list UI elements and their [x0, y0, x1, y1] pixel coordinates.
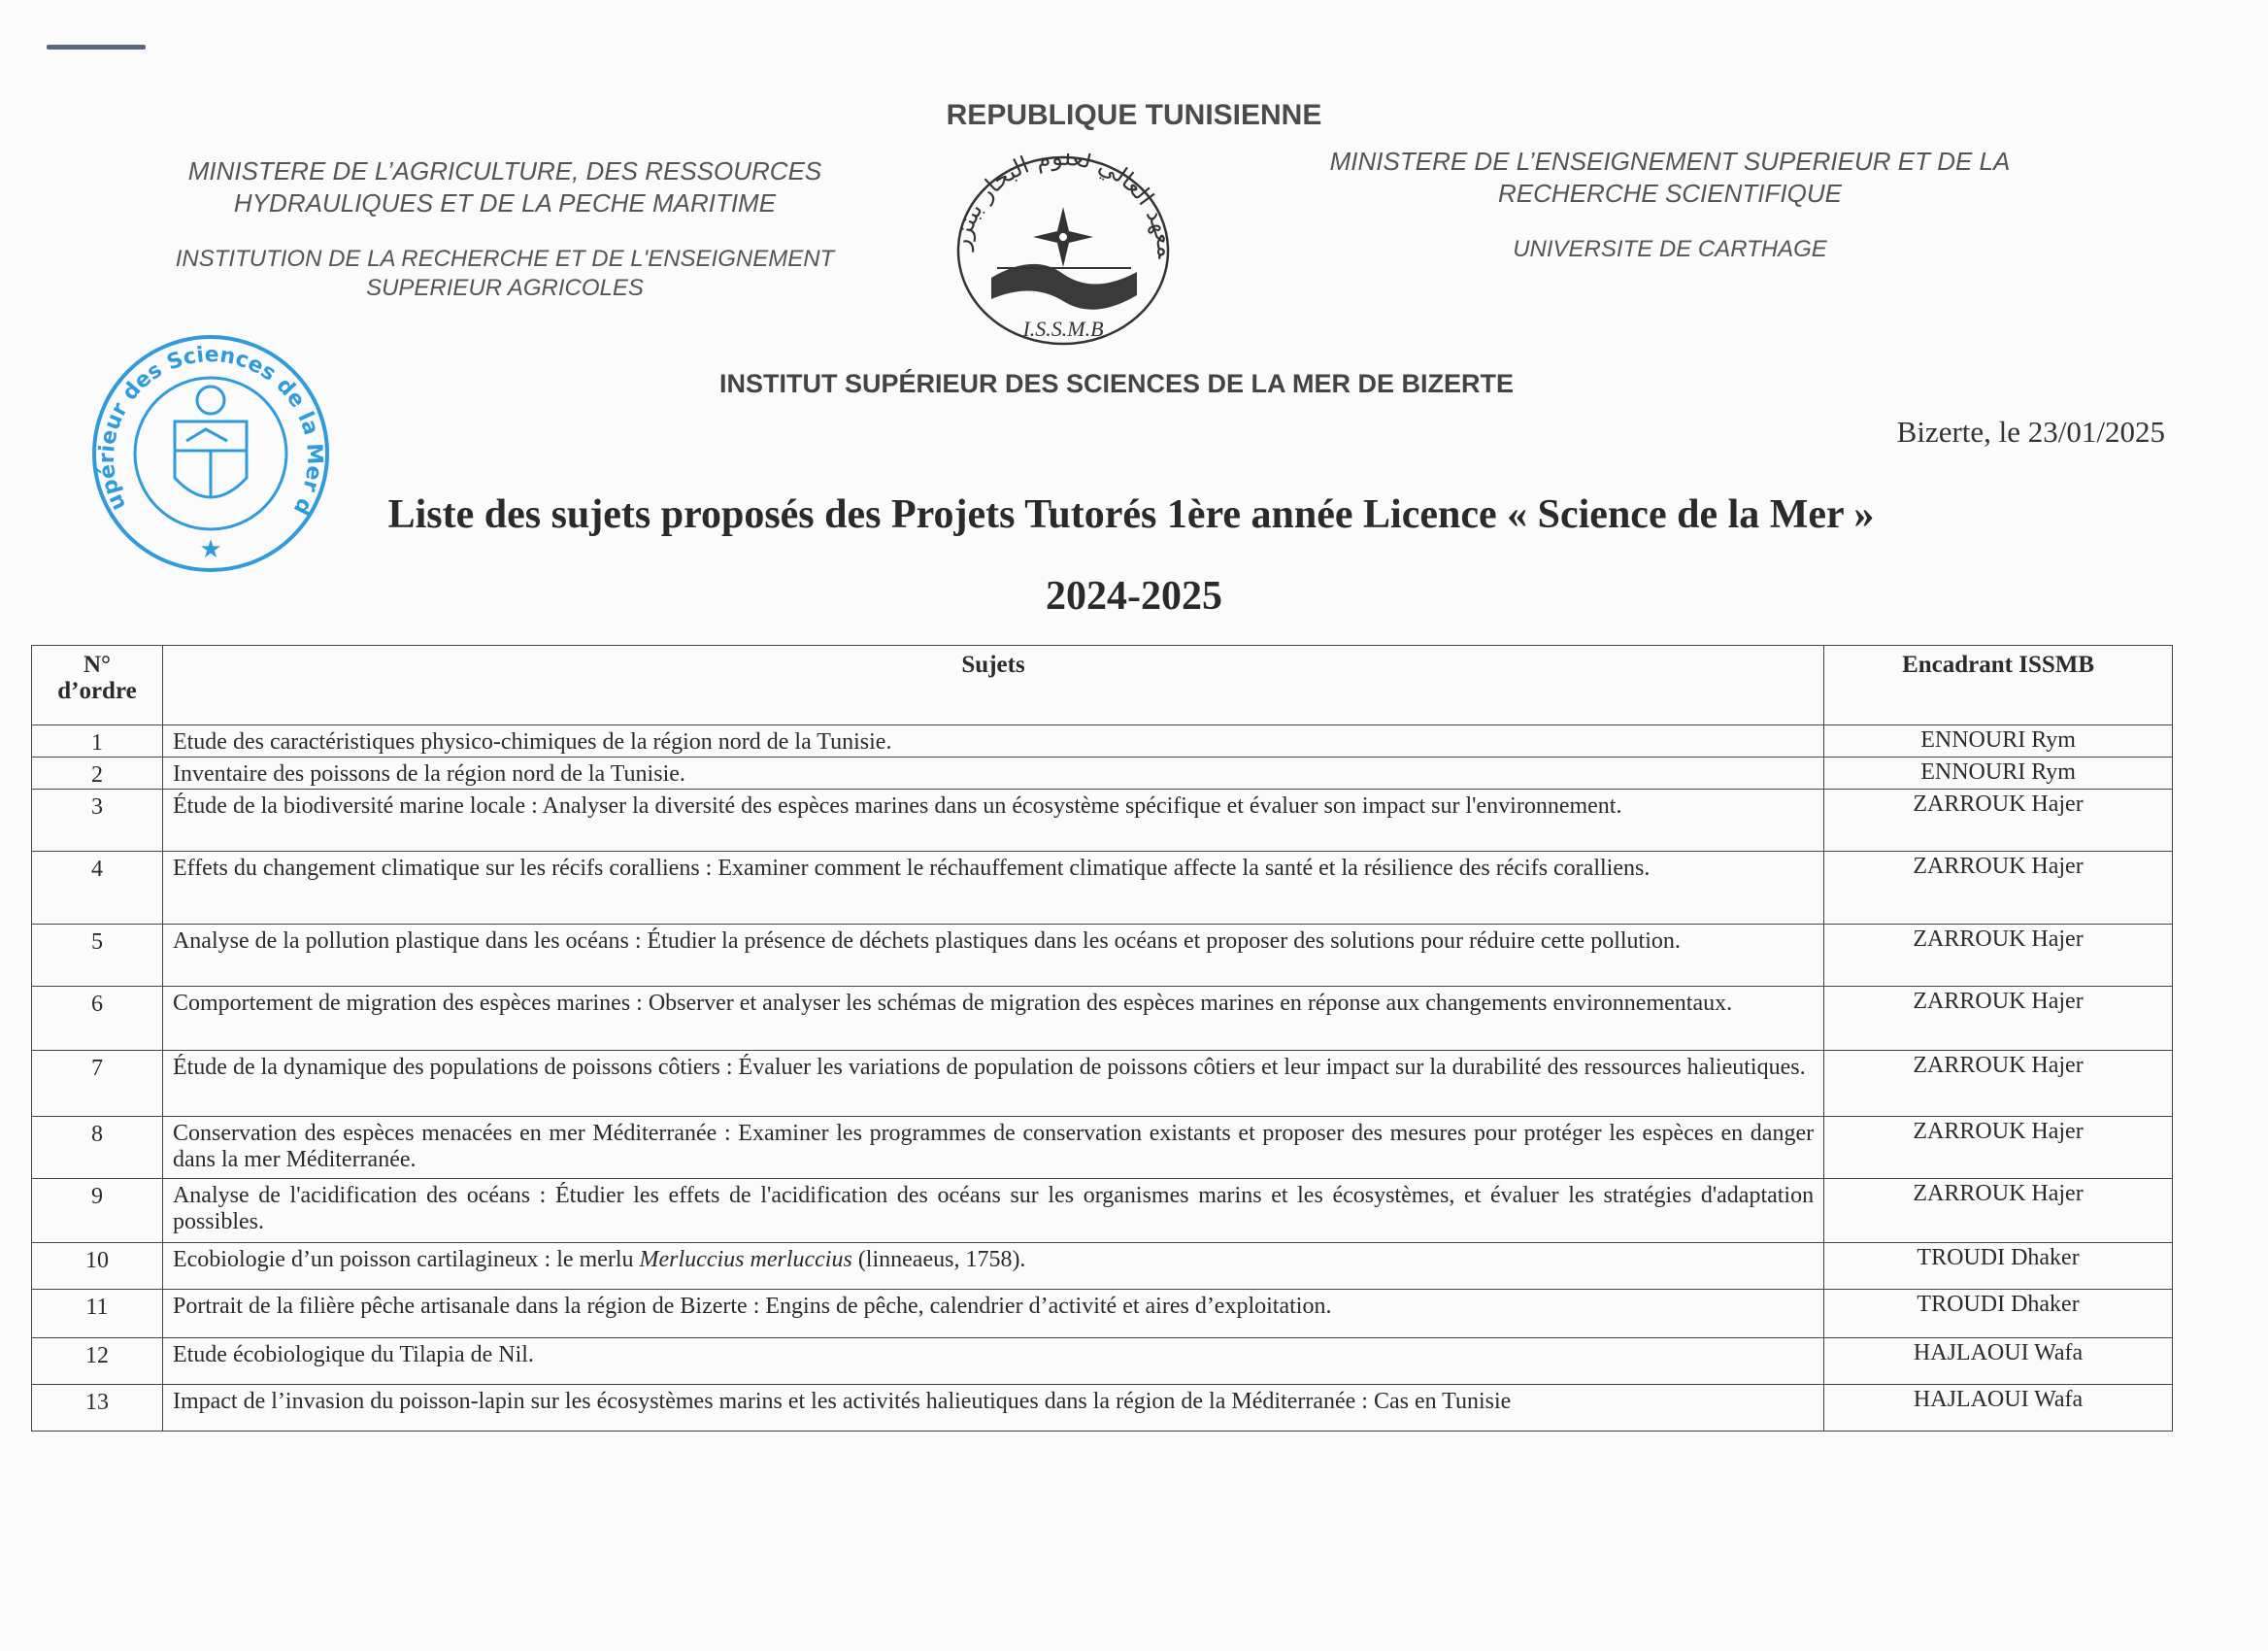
date-line: Bizerte, le 23/01/2025: [1896, 415, 2165, 449]
subjects-table: [31, 645, 2173, 1432]
row-supervisor: ENNOURI Rym: [1824, 725, 2173, 758]
institution-iresa: [146, 245, 864, 303]
table-row: [32, 790, 2173, 852]
wave-icon: [991, 264, 1137, 310]
table-row: [32, 987, 2173, 1051]
row-number: 1: [32, 725, 163, 758]
table-row: [32, 1179, 2173, 1243]
subject-text: Ecobiologie d’un poisson cartilagineux : le merlu: [172, 1247, 640, 1272]
species-name: Merluccius merluccius: [639, 1247, 852, 1272]
university-name: UNIVERSITE DE CARTHAGE: [1513, 236, 1827, 262]
header-subjects: Sujets: [162, 646, 1823, 725]
row-number: 7: [32, 1051, 163, 1117]
row-supervisor: ZARROUK Hajer: [1824, 925, 2173, 987]
issmb-logo-graphic: [947, 153, 1180, 348]
star-icon: ★: [199, 535, 222, 564]
row-subject: Étude de la dynamique des populations de poissons côtiers : Évaluer les variations de population de poissons côtiers et leur impact sur la durabilité des ressources halieutiques.: [162, 1051, 1823, 1117]
table-row: [32, 1051, 2173, 1117]
header-order-number: [32, 646, 163, 725]
scan-mark: [47, 45, 146, 50]
table-row: [32, 1117, 2173, 1179]
institution-line-1: INSTITUTION DE LA RECHERCHE ET DE L'ENSEIGNEMENT: [175, 246, 835, 272]
stamp-graphic: [89, 332, 332, 575]
row-supervisor: ZARROUK Hajer: [1824, 987, 2173, 1051]
row-subject: [162, 1243, 1823, 1290]
table-row: [32, 1243, 2173, 1290]
institute-name: INSTITUT SUPÉRIEUR DES SCIENCES DE LA MER DE BIZERTE: [718, 369, 1515, 398]
ministry-higher-education-line-2: RECHERCHE SCIENTIFIQUE: [1498, 179, 1842, 208]
row-subject: Étude de la biodiversité marine locale : Analyser la diversité des espèces marines dans un écosystème spécifique et évaluer son impact sur l'environnement.: [162, 790, 1823, 852]
row-subject: Portrait de la filière pêche artisanale dans la région de Bizerte : Engins de pêche, calendrier d’activité et aires d’exploitation.: [162, 1290, 1823, 1338]
logo-abbreviation: I.S.S.M.B: [1022, 317, 1104, 341]
table-row: [32, 725, 2173, 758]
ministry-higher-education: [1282, 146, 2058, 210]
table-row: [32, 1385, 2173, 1432]
row-number: 3: [32, 790, 163, 852]
table-row: [32, 852, 2173, 925]
ministry-agriculture-line-1: MINISTERE DE L’AGRICULTURE, DES RESSOURCES: [187, 156, 822, 185]
row-subject: Conservation des espèces menacées en mer Méditerranée : Examiner les programmes de conservation existants et proposer des mesures pour protéger les espèces en danger dans la mer Méditerranée.: [162, 1117, 1823, 1179]
stamp-ring-text: upérieur des Sciences de la Mer d: [94, 343, 327, 520]
row-subject: Impact de l’invasion du poisson-lapin sur les écosystèmes marins et les activités halieutiques dans la région de la Méditerranée : Cas en Tunisie: [162, 1385, 1823, 1432]
header-supervisor: Encadrant ISSMB: [1824, 646, 2173, 725]
header-order-line-1: N°: [83, 652, 112, 678]
table-header-row: [32, 646, 2173, 725]
header-order-line-2: d’ordre: [57, 678, 137, 704]
row-number: 9: [32, 1179, 163, 1243]
table-row: [32, 1290, 2173, 1338]
row-supervisor: ZARROUK Hajer: [1824, 852, 2173, 925]
row-supervisor: ZARROUK Hajer: [1824, 1179, 2173, 1243]
academic-year: 2024-2025: [1046, 574, 1222, 619]
row-number: 10: [32, 1243, 163, 1290]
republic-heading: REPUBLIQUE TUNISIENNE: [946, 99, 1322, 131]
row-number: 2: [32, 758, 163, 790]
ministry-agriculture: [146, 155, 864, 219]
row-supervisor: ENNOURI Rym: [1824, 758, 2173, 790]
table-row: [32, 925, 2173, 987]
row-number: 6: [32, 987, 163, 1051]
row-subject: Inventaire des poissons de la région nord de la Tunisie.: [162, 758, 1823, 790]
table-row: [32, 1338, 2173, 1385]
issmb-logo: [947, 153, 1180, 348]
tunisia-coat-of-arms-icon: [175, 387, 247, 497]
row-supervisor: TROUDI Dhaker: [1824, 1243, 2173, 1290]
row-supervisor: ZARROUK Hajer: [1824, 790, 2173, 852]
logo-arabic-text: معهد العالي لعلوم البحار ببنزر: [947, 153, 1180, 260]
row-supervisor: HAJLAOUI Wafa: [1824, 1385, 2173, 1432]
institution-line-2: SUPERIEUR AGRICOLES: [366, 275, 644, 301]
table-row: [32, 758, 2173, 790]
row-supervisor: TROUDI Dhaker: [1824, 1290, 2173, 1338]
row-subject: Etude des caractéristiques physico-chimiques de la région nord de la Tunisie.: [162, 725, 1823, 758]
row-supervisor: ZARROUK Hajer: [1824, 1117, 2173, 1179]
row-number: 12: [32, 1338, 163, 1385]
institute-stamp: [89, 332, 332, 575]
ministry-higher-education-line-1: MINISTERE DE L’ENSEIGNEMENT SUPERIEUR ET DE LA: [1329, 147, 2011, 176]
document-title: Liste des sujets proposés des Projets Tutorés 1ère année Licence « Science de la Mer »: [387, 492, 1875, 537]
row-number: 11: [32, 1290, 163, 1338]
row-subject: Analyse de l'acidification des océans : Étudier les effets de l'acidification des océans sur les organismes marins et les écosystèmes, et évaluer les stratégies d'adaptation possibles.: [162, 1179, 1823, 1243]
row-number: 8: [32, 1117, 163, 1179]
compass-rose-icon: [1033, 207, 1093, 267]
row-number: 13: [32, 1385, 163, 1432]
subject-text: (linneaeus, 1758).: [851, 1247, 1026, 1272]
row-number: 4: [32, 852, 163, 925]
row-subject: Effets du changement climatique sur les récifs coralliens : Examiner comment le réchauffement climatique affecte la santé et la résilience des récifs coralliens.: [162, 852, 1823, 925]
row-subject: Comportement de migration des espèces marines : Observer et analyser les schémas de migration des espèces marines en réponse aux changements environnementaux.: [162, 987, 1823, 1051]
ministry-agriculture-line-2: HYDRAULIQUES ET DE LA PECHE MARITIME: [233, 188, 777, 218]
row-subject: Analyse de la pollution plastique dans les océans : Étudier la présence de déchets plastiques dans les océans et proposer des solutions pour réduire cette pollution.: [162, 925, 1823, 987]
row-subject: Etude écobiologique du Tilapia de Nil.: [162, 1338, 1823, 1385]
row-supervisor: HAJLAOUI Wafa: [1824, 1338, 2173, 1385]
row-number: 5: [32, 925, 163, 987]
row-supervisor: ZARROUK Hajer: [1824, 1051, 2173, 1117]
